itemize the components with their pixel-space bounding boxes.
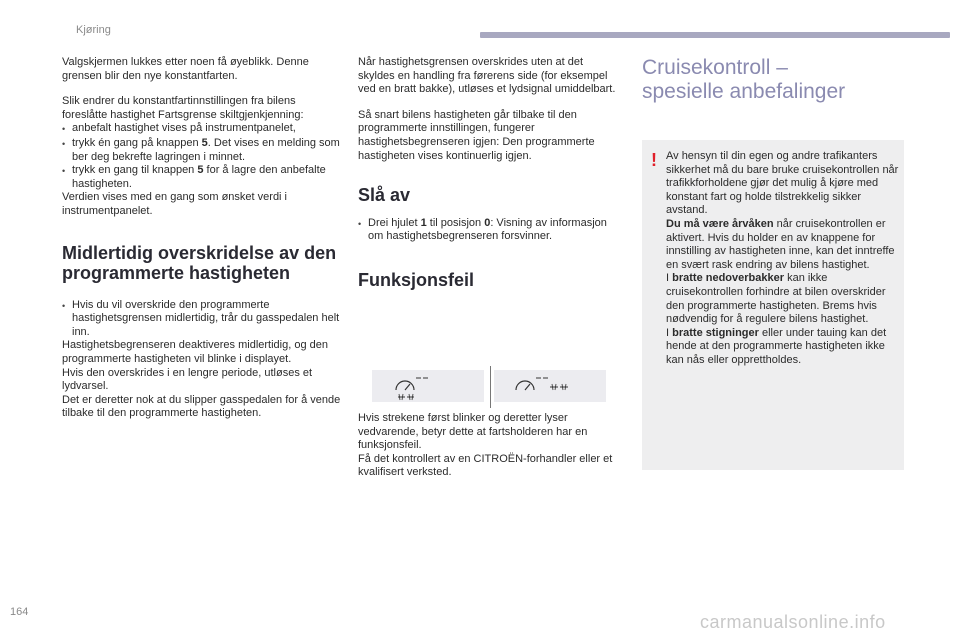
fault-icon-panel-right [494, 370, 606, 402]
bullet-icon: • [62, 124, 66, 135]
bullet-icon: • [62, 138, 66, 149]
column-2 [358, 56, 620, 288]
list-item: • trykk én gang på knappen 5. Det vises en melding som ber deg bekrefte lagringen i minnet. [62, 136, 340, 163]
warning-box [642, 140, 904, 470]
watermark: carmanualsonline.info [700, 612, 886, 632]
paragraph: Hastighetsbegrenseren deaktiveres midlertidig, og den programmerte hastigheten vil blinke i displayet. [62, 339, 328, 365]
fault-icon-panel-left [372, 370, 484, 402]
header-title: Kjøring [76, 24, 111, 36]
column-3 [642, 56, 904, 104]
speedometer-dashes-icon [494, 370, 606, 402]
paragraph: Når hastighetsgrensen overskrides uten at det skyldes en handling fra førerens side (for eksempel ved en bratt bakke), utløses et lydsignal umiddelbart. [358, 56, 616, 96]
cruise-heading: Cruisekontroll – spesielle anbefalinger [642, 56, 846, 103]
list-item: • Drei hjulet 1 til posisjon 0: Visning av informasjon om hastighetsbegrenseren forsvinner. [358, 216, 607, 243]
bullet-icon: • [358, 218, 362, 229]
warning-text [666, 150, 900, 368]
paragraph: I bratte nedoverbakker kan ikke cruisekontrollen forhindre at bilen overskrider den programmerte hastigheten. Brems hvis nødvendig for å regulere bilens hastighet. [666, 272, 886, 326]
bullet-icon: • [62, 300, 66, 311]
paragraph: Verdien vises med en gang som ønsket verdi i instrumentpanelet. [62, 191, 288, 217]
warning-icon: ! [651, 150, 657, 170]
paragraph: Valgskjermen lukkes etter noen få øyeblikk. Denne grensen blir den nye konstantfarten. [62, 56, 309, 82]
paragraph: I bratte stigninger eller under tauing kan det hende at den programmerte hastigheten ikke kan nås eller opprettholdes. [666, 326, 887, 366]
paragraph: Få det kontrollert av en CITROËN-forhandler eller et kvalifisert verksted. [358, 452, 613, 479]
speedometer-dashes-icon [372, 370, 484, 402]
section-heading-fault: Funksjonsfeil [358, 269, 475, 290]
column-1 [62, 56, 342, 421]
header-bar [480, 32, 950, 38]
paragraph: Hvis strekene først blinker og deretter lyser vedvarende, betyr dette at fartsholderen har en funksjonsfeil. [358, 412, 588, 452]
paragraph: Det er deretter nok at du slipper gasspedalen for å vende tilbake til den programmerte hastigheten. [62, 393, 341, 420]
paragraph: Så snart bilens hastigheten går tilbake til den programmerte innstillingen, fungerer hastighetsbegrenseren igjen: Den programmerte hastigheten vises kontinuerlig igjen. [358, 108, 595, 162]
paragraph: Du må være årvåken når cruisekontrollen er aktivert. Hvis du holder en av knappene for innstilling av hastigheten inne, kan det inntreffe en svært rask endring av bilens hastighet. [666, 217, 895, 271]
fault-text [358, 412, 620, 480]
section-heading-off: Slå av [358, 185, 411, 206]
section-heading-override: Midlertidig overskridelse av den programmerte hastigheten [62, 242, 337, 283]
list-item: • Hvis du vil overskride den programmerte hastighetsgrensen midlertidig, trår du gasspedalen helt inn. [62, 298, 340, 338]
icon-divider [490, 366, 491, 408]
list-item: • trykk en gang til knappen 5 for å lagre den anbefalte hastigheten. [62, 164, 326, 190]
paragraph: Hvis den overskrides i en lengre periode, utløses et lydvarsel. [62, 366, 313, 393]
paragraph: Av hensyn til din egen og andre trafikanters sikkerhet må du bare bruke cruisekontrollen når trafikkforholdene gjør det mulig å kjøre med konstant fart og holde tilstrekkelig sikker avstand. [666, 150, 899, 217]
bullet-icon: • [62, 166, 66, 177]
list-item: • anbefalt hastighet vises på instrumentpanelet, [62, 122, 342, 137]
page-number: 164 [10, 606, 29, 618]
paragraph: Slik endrer du konstantfartinnstillingen fra bilens foreslåtte hastighet Fartsgrense skiltgjenkjenning: [62, 95, 304, 121]
